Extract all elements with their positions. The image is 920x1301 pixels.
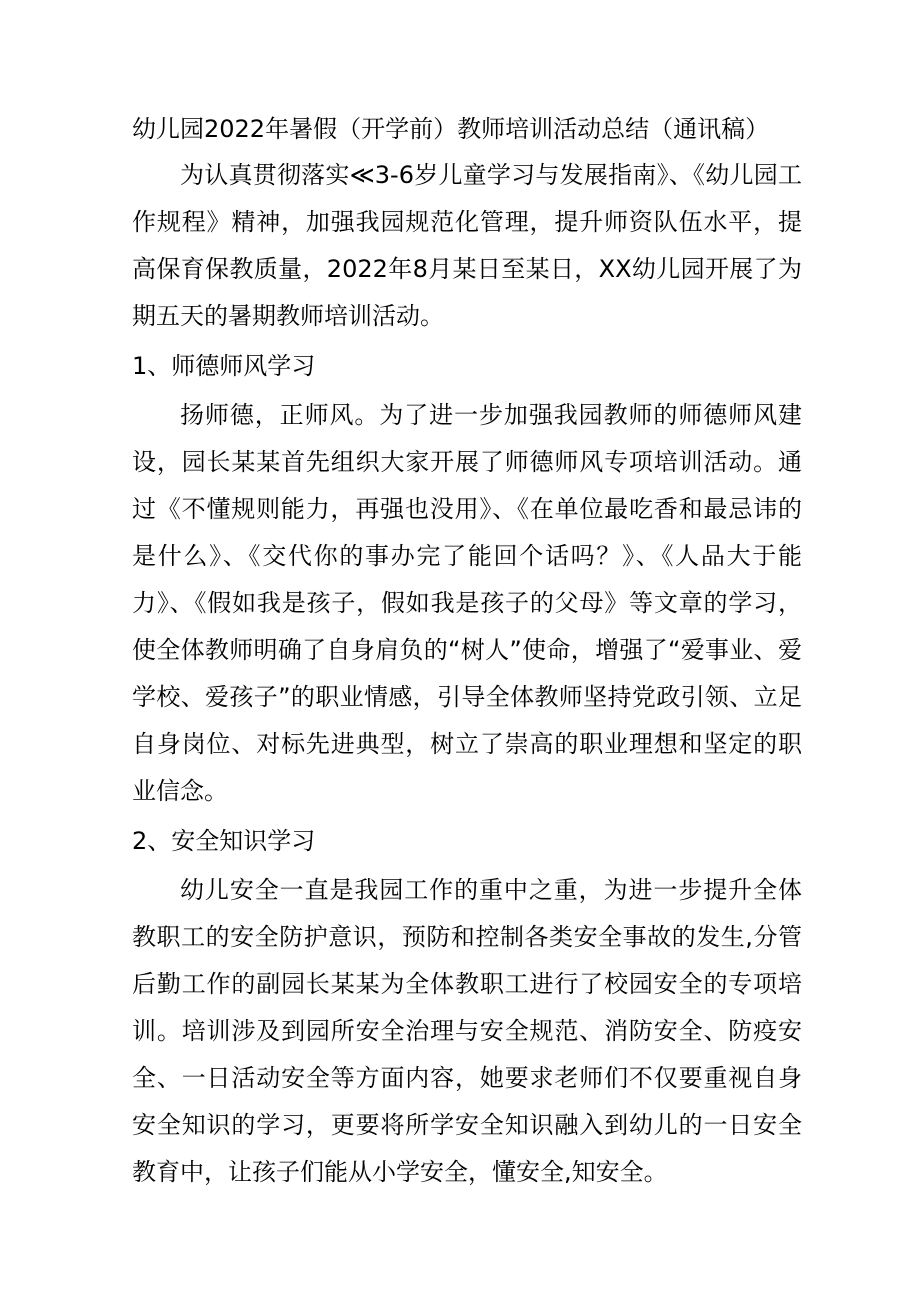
section-body-safety: 幼儿安全一直是我园工作的重中之重，为进一步提升全体教职工的安全防护意识，预防和控制各类安全事故的发生,分管后勤工作的副园长某某为全体教职工进行了校园安全的专项培训。培训涉及到园所安全治理与安全规范、消防安全、防疫安全、一日活动安全等方面内容，她要求老师们不仅要重视自身安全知识的学习，更要将所学安全知识融入到幼儿的一日安全教育中，让孩子们能从小学安全，懂安全,知安全。	[132, 876, 802, 1186]
section-heading-ethics: 1、师德师风学习	[132, 352, 316, 380]
intro-paragraph: 为认真贯彻落实≪3-6岁儿童学习与发展指南》、《幼儿园工作规程》精神，加强我园规范化管理，提升师资队伍水平，提高保育保教质量，2022年8月某日至某日，XX幼儿园开展了为期五天的暑期教师培训活动。	[132, 161, 802, 330]
document-title: 幼儿园2022年暑假（开学前）教师培训活动总结（通讯稿）	[132, 115, 770, 143]
section-body-ethics: 扬师德，正师风。为了进一步加强我园教师的师德师风建设，园长某某首先组织大家开展了师德师风专项培训活动。通过《不懂规则能力，再强也没用》、《在单位最吃香和最忌讳的是什么》、《交代你的事办完了能回个话吗？》、《人品大于能力》、《假如我是孩子，假如我是孩子的父母》等文章的学习，使全体教师明确了自身肩负的“树人”使命，增强了“爱事业、爱学校、爱孩子”的职业情感，引导全体教师坚持党政引领、立足自身岗位、对标先进典型，树立了崇高的职业理想和坚定的职业信念。	[132, 401, 802, 805]
section-heading-safety: 2、安全知识学习	[132, 827, 316, 855]
